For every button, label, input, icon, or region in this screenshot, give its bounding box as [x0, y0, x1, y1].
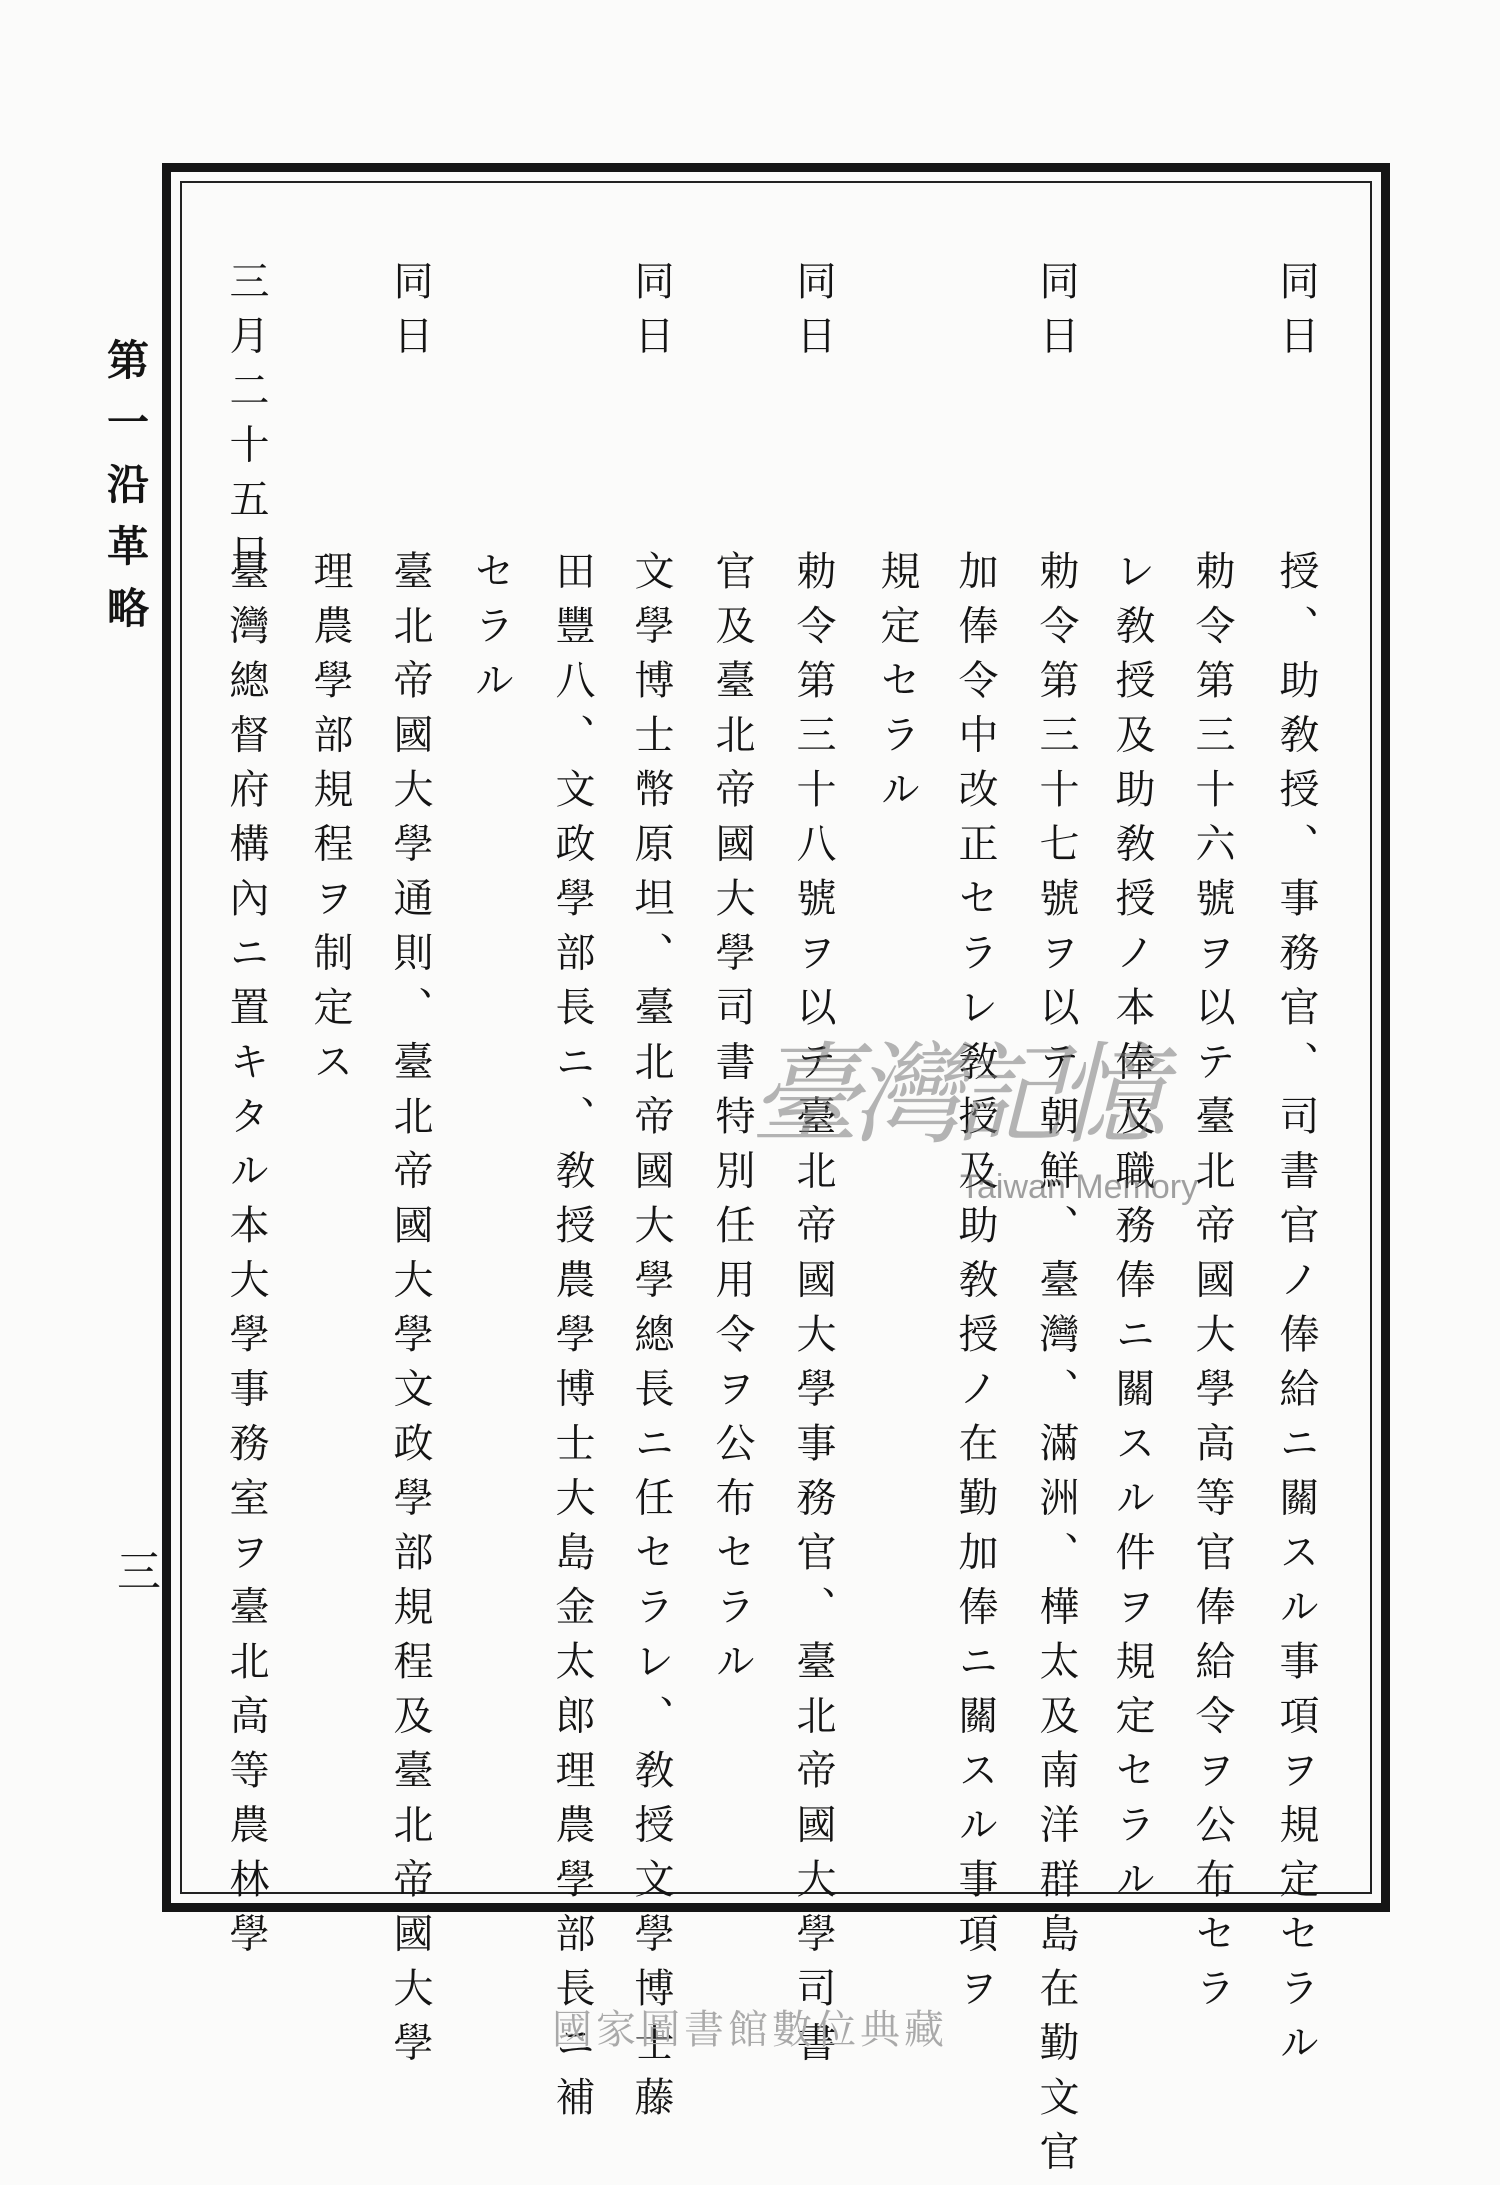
column-12-text: 臺北帝國大學通則、臺北帝國大學文政學部規程及臺北帝國大學 [387, 550, 433, 2076]
column-5-text: 加俸令中改正セラレ敎授及助敎授ノ在勤加俸ニ關スル事項ヲ [952, 550, 998, 2022]
taiwan-memory-watermark [750, 1031, 1210, 1240]
column-2-text: 勅令第三十六號ヲ以テ臺北帝國大學高等官俸給令ヲ公布セラ [1189, 550, 1235, 2022]
column-1-text: 授、助敎授、事務官、司書官ノ俸給ニ關スル事項ヲ規定セラル [1273, 550, 1319, 2076]
library-footer-credit: 國家圖書館數位典藏 [552, 2007, 948, 2053]
column-10-text: 田豐八、文政學部長ニ、敎授農學博士大島金太郎理農學部長ニ補 [549, 550, 595, 2131]
watermark-chinese-text: 臺灣記憶 [750, 1031, 1158, 1159]
column-7-date: 同日 [790, 260, 836, 369]
column-14-text: 臺灣總督府構內ニ置キタル本大學事務室ヲ臺北高等農林學 [223, 550, 269, 1967]
column-7-text: 勅令第三十八號ヲ以テ臺北帝國大學事務官、臺北帝國大學司書 [790, 550, 836, 2076]
column-1-date: 同日 [1273, 260, 1319, 369]
chapter-side-title: 第一沿革略 [101, 338, 150, 648]
page-number: 三 [109, 1548, 160, 1592]
column-12-date: 同日 [387, 260, 433, 369]
column-4-date: 同日 [1033, 260, 1079, 369]
column-6-text: 規定セラル [874, 550, 920, 823]
column-13-text: 理農學部規程ヲ制定ス [307, 550, 353, 1095]
column-3-text: レ敎授及助敎授ノ本俸及職務俸ニ關スル件ヲ規定セラル [1109, 550, 1155, 1913]
column-8-text: 官及臺北帝國大學司書特別任用令ヲ公布セラル [709, 550, 755, 1695]
column-9-date: 同日 [628, 260, 674, 369]
column-14-date: 三月二十五日 [223, 260, 269, 587]
watermark-english-text: Taiwan Memory [960, 1168, 1199, 1206]
column-4-text: 勅令第三十七號ヲ以テ朝鮮、臺灣、滿洲、樺太及南洋群島在勤文官 [1033, 550, 1079, 2185]
column-11-text: セラル [468, 550, 514, 714]
column-9-text: 文學博士幣原坦、臺北帝國大學總長ニ任セラレ、敎授文學博士藤 [628, 550, 674, 2131]
